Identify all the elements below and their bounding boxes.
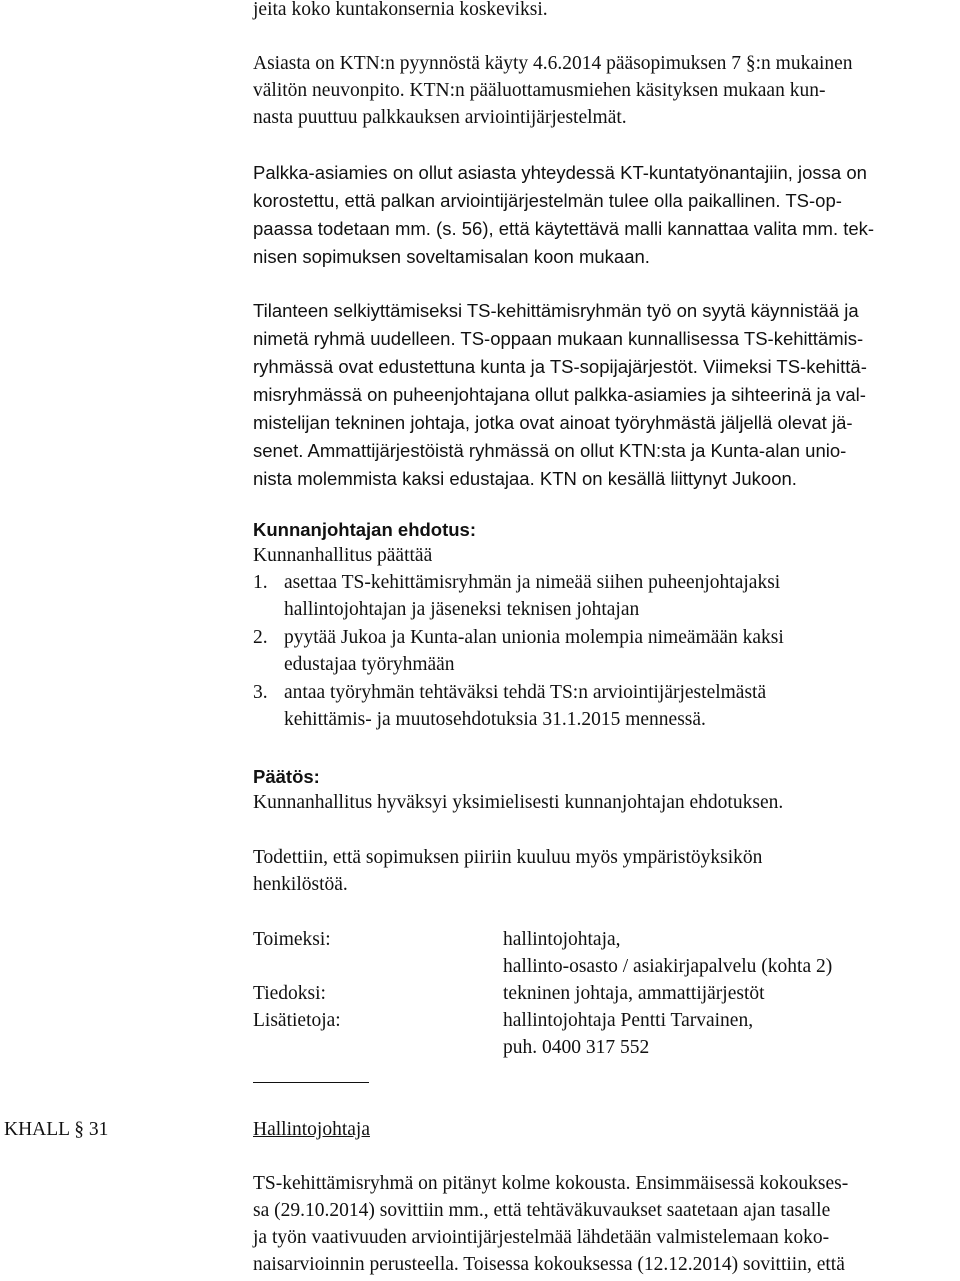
lisatietoja-value: puh. 0400 317 552	[503, 1037, 650, 1058]
paragraph-line: ja työn vaativuuden arviointijärjestelmää lähdetään valmistelemaan koko-	[253, 1227, 830, 1248]
list-number: 2.	[253, 627, 268, 648]
paragraph-line: välitön neuvonpito. KTN:n pääluottamusmiehen käsityksen mukaan kun-	[253, 80, 826, 101]
list-item: hallintojohtajan ja jäseneksi teknisen johtajan	[284, 599, 640, 620]
decision-note: Todettiin, että sopimuksen piiriin kuuluu myös ympäristöyksikön	[253, 847, 763, 868]
tiedoksi-value: tekninen johtaja, ammattijärjestöt	[503, 983, 765, 1004]
list-item: asettaa TS-kehittämisryhmän ja nimeää siihen puheenjohtajaksi	[284, 572, 781, 593]
decision-text: Kunnanhallitus hyväksyi yksimielisesti kunnanjohtajan ehdotuksen.	[253, 792, 784, 813]
decision-note: henkilöstöä.	[253, 874, 348, 895]
toimeksi-value: hallinto-osasto / asiakirjapalvelu (kohta 2)	[503, 956, 833, 977]
paragraph-line: Tilanteen selkiyttämiseksi TS-kehittämisryhmän työ on syytä käynnistää ja	[253, 300, 859, 321]
paragraph-line: nasta puuttuu palkkauksen arviointijärjestelmät.	[253, 107, 627, 128]
list-item: pyytää Jukoa ja Kunta-alan unionia molempia nimeämään kaksi	[284, 627, 784, 648]
list-number: 3.	[253, 682, 268, 703]
paragraph-line: naisarvioinnin perusteella. Toisessa kokouksessa (12.12.2014) sovittiin, että	[253, 1254, 845, 1275]
paragraph-line: nisen sopimuksen soveltamisalan koon mukaan.	[253, 246, 650, 267]
decision-heading: Päätös:	[253, 766, 320, 787]
paragraph-line: nimetä ryhmä uudelleen. TS-oppaan mukaan kunnallisessa TS-kehittämis-	[253, 328, 864, 349]
lisatietoja-label: Lisätietoja:	[253, 1010, 341, 1031]
paragraph-line: misryhmässä on puheenjohtajana ollut palkka-asiamies ja sihteerinä ja val-	[253, 384, 866, 405]
proposal-heading: Kunnanjohtajan ehdotus:	[253, 519, 477, 540]
paragraph-line: TS-kehittämisryhmä on pitänyt kolme kokousta. Ensimmäisessä kokoukses-	[253, 1173, 849, 1194]
list-item: kehittämis- ja muutosehdotuksia 31.1.2015 mennessä.	[284, 709, 706, 730]
toimeksi-value: hallintojohtaja,	[503, 929, 621, 950]
paragraph-line: senet. Ammattijärjestöistä ryhmässä on ollut KTN:sta ja Kunta-alan unio-	[253, 440, 847, 461]
intro-line: jeita koko kuntakonsernia koskeviksi.	[253, 0, 548, 20]
paragraph-line: paassa todetaan mm. (s. 56), että käytettävä malli kannattaa valita mm. tek-	[253, 218, 875, 239]
paragraph-line: nista molemmista kaksi edustajaa. KTN on kesällä liittynyt Jukoon.	[253, 468, 797, 489]
paragraph-line: mistelijan tekninen johtaja, jotka ovat ainoat työryhmästä jäljellä olevat jä-	[253, 412, 853, 433]
section-label: KHALL § 31	[4, 1119, 109, 1140]
tiedoksi-label: Tiedoksi:	[253, 983, 326, 1004]
proposal-lead: Kunnanhallitus päättää	[253, 545, 433, 566]
paragraph-line: Asiasta on KTN:n pyynnöstä käyty 4.6.2014 pääsopimuksen 7 §:n mukainen	[253, 53, 853, 74]
paragraph-line: ryhmässä ovat edustettuna kunta ja TS-sopijajärjestöt. Viimeksi TS-kehittä-	[253, 356, 867, 377]
paragraph-line: sa (29.10.2014) sovittiin mm., että tehtäväkuvaukset saatetaan ajan tasalle	[253, 1200, 831, 1221]
lisatietoja-value: hallintojohtaja Pentti Tarvainen,	[503, 1010, 754, 1031]
list-item: antaa työryhmän tehtäväksi tehdä TS:n arviointijärjestelmästä	[284, 682, 767, 703]
toimeksi-label: Toimeksi:	[253, 929, 331, 950]
list-number: 1.	[253, 572, 268, 593]
section-heading: Hallintojohtaja	[253, 1119, 370, 1140]
divider	[253, 1082, 369, 1083]
list-item: edustajaa työryhmään	[284, 654, 455, 675]
paragraph-line: korostettu, että palkan arviointijärjestelmän tulee olla paikallinen. TS-op-	[253, 190, 842, 211]
paragraph-line: Palkka-asiamies on ollut asiasta yhteydessä KT-kuntatyönantajiin, jossa on	[253, 162, 867, 183]
